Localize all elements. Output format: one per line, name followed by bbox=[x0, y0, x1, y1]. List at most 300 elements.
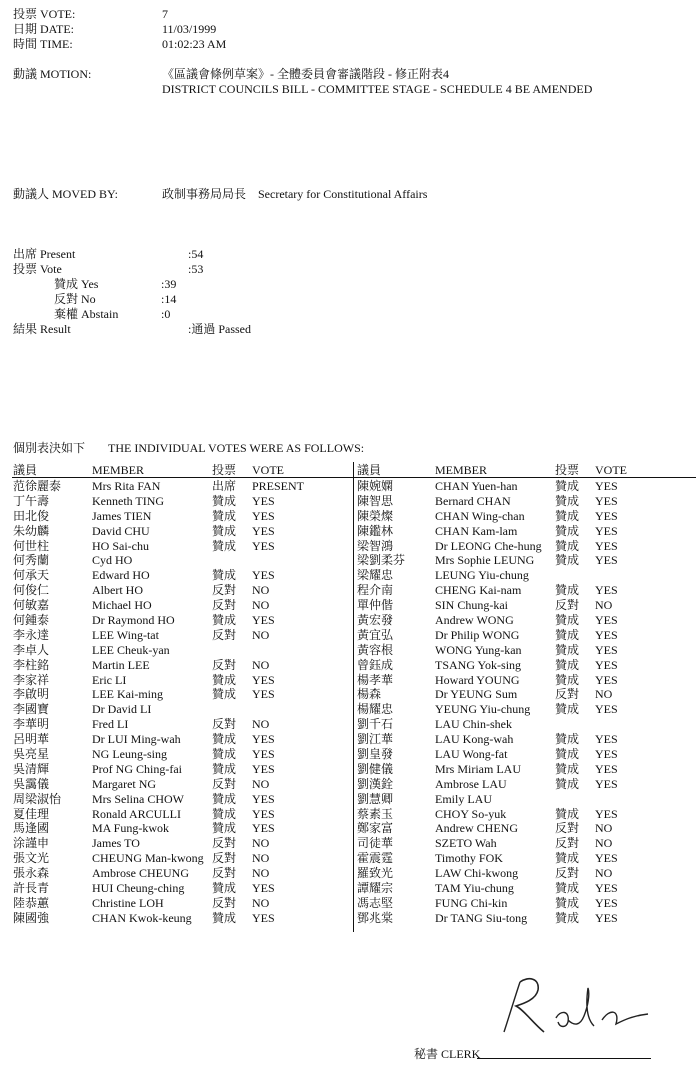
vote-row bbox=[13, 762, 343, 777]
vote-en: NO bbox=[252, 851, 270, 866]
vote-cn: 贊成 bbox=[212, 881, 237, 896]
vote-row bbox=[357, 539, 687, 554]
vote-number-value: 7 bbox=[162, 7, 168, 21]
vote-cn: 贊成 bbox=[555, 657, 580, 672]
vote-cn: 反對 bbox=[212, 657, 237, 672]
member-name-en: CHOY So-yuk bbox=[435, 806, 507, 821]
vote-row bbox=[13, 836, 343, 851]
vote-en: YES bbox=[595, 538, 618, 553]
vote-row bbox=[357, 643, 687, 658]
member-name-en: MA Fung-kwok bbox=[92, 821, 170, 836]
member-name-cn: 劉江華 bbox=[357, 732, 394, 747]
member-name-cn: 楊森 bbox=[357, 687, 382, 702]
member-name-en: WONG Yung-kan bbox=[435, 642, 522, 657]
vote-row bbox=[357, 524, 687, 539]
vote-row bbox=[357, 762, 687, 777]
member-name-en: LEUNG Yiu-chung bbox=[435, 568, 529, 583]
member-name-cn: 劉慧卿 bbox=[357, 791, 394, 806]
vote-en: PRESENT bbox=[252, 479, 305, 493]
vote-en: YES bbox=[252, 523, 275, 538]
vote-cn: 贊成 bbox=[555, 910, 580, 925]
member-name-en: LAU Kong-wah bbox=[435, 732, 514, 747]
vote-cn: 贊成 bbox=[212, 821, 237, 836]
abstain-value: :0 bbox=[161, 307, 171, 321]
vote-cn: 贊成 bbox=[555, 553, 580, 568]
vote-cn: 贊成 bbox=[212, 761, 237, 776]
member-name-cn: 吳亮星 bbox=[13, 747, 50, 762]
vote-en: YES bbox=[595, 702, 618, 717]
present-label: 出席 Present bbox=[13, 247, 76, 261]
vote-row bbox=[357, 807, 687, 822]
member-name-cn: 鄭家富 bbox=[357, 821, 394, 836]
member-name-cn: 何俊仁 bbox=[13, 583, 50, 598]
member-name-en: Mrs Miriam LAU bbox=[435, 761, 521, 776]
vote-en: YES bbox=[252, 687, 275, 702]
vote-cn: 贊成 bbox=[555, 747, 580, 762]
vote-en: YES bbox=[595, 613, 618, 628]
vote-row bbox=[13, 792, 343, 807]
motion-label: 動議 MOTION: bbox=[13, 67, 92, 81]
vote-cn: 反對 bbox=[555, 836, 580, 851]
vote-cn: 贊成 bbox=[555, 508, 580, 523]
member-name-cn: 李家祥 bbox=[13, 672, 50, 687]
vote-en: YES bbox=[595, 895, 618, 910]
moved-by-value: 政制事務局局長 Secretary for Constitutional Affairs bbox=[162, 187, 428, 201]
vote-en: NO bbox=[252, 866, 270, 881]
vote-count-value: :53 bbox=[188, 262, 204, 276]
column-divider bbox=[353, 462, 354, 932]
vote-en: YES bbox=[252, 806, 275, 821]
vote-row bbox=[357, 911, 687, 926]
member-name-cn: 馮志堅 bbox=[357, 895, 394, 910]
vote-en: YES bbox=[252, 747, 275, 762]
member-name-en: Ambrose CHEUNG bbox=[92, 866, 189, 881]
member-name-en: NG Leung-sing bbox=[92, 747, 167, 762]
vote-row bbox=[13, 539, 343, 554]
member-name-cn: 何承天 bbox=[13, 568, 50, 583]
member-name-cn: 陳智思 bbox=[357, 493, 394, 508]
member-name-en: SIN Chung-kai bbox=[435, 598, 508, 613]
member-name-cn: 何世柱 bbox=[13, 538, 50, 553]
vote-en: YES bbox=[595, 747, 618, 762]
vote-row bbox=[13, 613, 343, 628]
member-name-cn: 楊耀忠 bbox=[357, 702, 394, 717]
vote-cn: 贊成 bbox=[555, 881, 580, 896]
vote-row bbox=[13, 747, 343, 762]
member-name-en: Andrew CHENG bbox=[435, 821, 518, 836]
time-label: 時間 TIME: bbox=[13, 37, 73, 51]
vote-en: NO bbox=[252, 776, 270, 791]
member-name-cn: 司徒華 bbox=[357, 836, 394, 851]
vote-cn: 贊成 bbox=[212, 687, 237, 702]
member-name-cn: 李柱銘 bbox=[13, 657, 50, 672]
member-name-cn: 李國寶 bbox=[13, 702, 50, 717]
vote-row bbox=[357, 553, 687, 568]
vote-row bbox=[13, 658, 343, 673]
member-name-cn: 陳榮燦 bbox=[357, 508, 394, 523]
vote-en: NO bbox=[595, 821, 613, 836]
vote-row bbox=[13, 687, 343, 702]
member-name-en: YEUNG Yiu-chung bbox=[435, 702, 531, 717]
member-name-cn: 丁午壽 bbox=[13, 493, 50, 508]
vote-cn: 贊成 bbox=[555, 583, 580, 598]
vote-row bbox=[357, 732, 687, 747]
member-name-en: FUNG Chi-kin bbox=[435, 895, 508, 910]
vote-cn: 贊成 bbox=[212, 508, 237, 523]
member-name-cn: 黃宜弘 bbox=[357, 627, 394, 642]
member-name-cn: 范徐麗泰 bbox=[13, 479, 62, 493]
member-name-en: HO Sai-chu bbox=[92, 538, 149, 553]
date-label: 日期 DATE: bbox=[13, 22, 74, 36]
vote-en: YES bbox=[595, 553, 618, 568]
vote-row bbox=[13, 553, 343, 568]
member-name-cn: 陸恭蕙 bbox=[13, 895, 50, 910]
col-header-vote-cn-right: 投票 bbox=[555, 463, 580, 477]
member-name-en: Dr David LI bbox=[92, 702, 152, 717]
vote-row bbox=[13, 896, 343, 911]
member-name-cn: 李啟明 bbox=[13, 687, 50, 702]
member-name-en: Andrew WONG bbox=[435, 613, 514, 628]
abstain-label: 棄權 Abstain bbox=[54, 307, 119, 321]
member-name-en: CHAN Wing-chan bbox=[435, 508, 525, 523]
vote-cn: 贊成 bbox=[555, 672, 580, 687]
vote-cn: 反對 bbox=[212, 598, 237, 613]
clerk-label: 秘書 CLERK bbox=[414, 1047, 481, 1061]
member-name-en: CHENG Kai-nam bbox=[435, 583, 522, 598]
vote-cn: 贊成 bbox=[212, 910, 237, 925]
member-name-cn: 楊孝華 bbox=[357, 672, 394, 687]
vote-en: NO bbox=[595, 836, 613, 851]
member-name-cn: 劉漢銓 bbox=[357, 776, 394, 791]
member-name-cn: 吳清輝 bbox=[13, 761, 50, 776]
member-name-cn: 張文光 bbox=[13, 851, 50, 866]
vote-row bbox=[357, 687, 687, 702]
vote-cn: 反對 bbox=[555, 687, 580, 702]
vote-en: NO bbox=[252, 657, 270, 672]
vote-cn: 反對 bbox=[212, 851, 237, 866]
vote-row bbox=[357, 747, 687, 762]
vote-en: YES bbox=[595, 583, 618, 598]
vote-row bbox=[357, 702, 687, 717]
vote-cn: 出席 bbox=[212, 479, 237, 493]
vote-cn: 贊成 bbox=[212, 732, 237, 747]
vote-row bbox=[13, 628, 343, 643]
vote-cn: 贊成 bbox=[555, 895, 580, 910]
vote-row bbox=[357, 613, 687, 628]
vote-row bbox=[13, 583, 343, 598]
col-header-vote-cn-left: 投票 bbox=[212, 463, 237, 477]
member-name-cn: 何敏嘉 bbox=[13, 598, 50, 613]
vote-cn: 贊成 bbox=[555, 613, 580, 628]
member-name-cn: 鄧兆棠 bbox=[357, 910, 394, 925]
vote-row bbox=[357, 792, 687, 807]
vote-en: NO bbox=[252, 598, 270, 613]
col-header-member-cn-right: 議員 bbox=[357, 463, 382, 477]
col-header-member-cn-left: 議員 bbox=[13, 463, 38, 477]
vote-row bbox=[13, 807, 343, 822]
vote-en: YES bbox=[252, 613, 275, 628]
yes-value: :39 bbox=[161, 277, 177, 291]
vote-en: YES bbox=[252, 538, 275, 553]
result-value: :通過 Passed bbox=[188, 322, 252, 336]
vote-cn: 反對 bbox=[212, 583, 237, 598]
vote-row bbox=[357, 479, 687, 494]
member-name-cn: 李華明 bbox=[13, 717, 50, 732]
vote-en: YES bbox=[595, 508, 618, 523]
motion-title-cn: 《區議會條例草案》- 全體委員會審議階段 - 修正附表4 bbox=[162, 67, 449, 81]
member-name-en: Margaret NG bbox=[92, 776, 157, 791]
vote-row bbox=[357, 628, 687, 643]
vote-row bbox=[357, 777, 687, 792]
member-name-en: Dr YEUNG Sum bbox=[435, 687, 518, 702]
member-name-cn: 馬逢國 bbox=[13, 821, 50, 836]
vote-row bbox=[357, 881, 687, 896]
vote-en: YES bbox=[595, 851, 618, 866]
vote-row bbox=[13, 509, 343, 524]
no-label: 反對 No bbox=[54, 292, 96, 306]
vote-cn: 贊成 bbox=[555, 851, 580, 866]
vote-en: YES bbox=[252, 568, 275, 583]
vote-en: YES bbox=[595, 657, 618, 672]
vote-en: NO bbox=[252, 836, 270, 851]
left-vote-list bbox=[13, 479, 343, 926]
member-name-en: LEE Cheuk-yan bbox=[92, 642, 170, 657]
member-name-en: Emily LAU bbox=[435, 791, 492, 806]
vote-row bbox=[357, 509, 687, 524]
vote-cn: 反對 bbox=[212, 776, 237, 791]
vote-en: YES bbox=[595, 910, 618, 925]
member-name-en: Edward HO bbox=[92, 568, 150, 583]
vote-cn: 反對 bbox=[555, 866, 580, 881]
member-name-en: Eric LI bbox=[92, 672, 127, 687]
vote-en: YES bbox=[252, 672, 275, 687]
vote-en: YES bbox=[252, 508, 275, 523]
date-value: 11/03/1999 bbox=[162, 22, 217, 36]
vote-row bbox=[357, 821, 687, 836]
vote-en: YES bbox=[252, 791, 275, 806]
member-name-cn: 陳國強 bbox=[13, 910, 50, 925]
vote-row bbox=[357, 658, 687, 673]
vote-cn: 贊成 bbox=[212, 493, 237, 508]
vote-row bbox=[357, 717, 687, 732]
vote-en: YES bbox=[595, 761, 618, 776]
member-name-cn: 梁智鴻 bbox=[357, 538, 394, 553]
member-name-cn: 吳靄儀 bbox=[13, 776, 50, 791]
vote-row bbox=[357, 896, 687, 911]
member-name-cn: 單仲偕 bbox=[357, 598, 394, 613]
member-name-en: Fred LI bbox=[92, 717, 129, 732]
vote-row bbox=[13, 643, 343, 658]
vote-row bbox=[13, 732, 343, 747]
vote-row bbox=[357, 494, 687, 509]
vote-row bbox=[13, 524, 343, 539]
member-name-cn: 田北俊 bbox=[13, 508, 50, 523]
vote-en: YES bbox=[595, 806, 618, 821]
member-name-cn: 李永達 bbox=[13, 627, 50, 642]
clerk-signature bbox=[498, 970, 678, 1040]
vote-row bbox=[357, 598, 687, 613]
member-name-cn: 劉健儀 bbox=[357, 761, 394, 776]
member-name-cn: 周梁淑怡 bbox=[13, 791, 62, 806]
member-name-cn: 梁劉柔芬 bbox=[357, 553, 406, 568]
vote-cn: 反對 bbox=[212, 866, 237, 881]
vote-en: NO bbox=[252, 627, 270, 642]
member-name-en: James TIEN bbox=[92, 508, 152, 523]
vote-number-label: 投票 VOTE: bbox=[13, 7, 76, 21]
member-name-en: Howard YOUNG bbox=[435, 672, 520, 687]
member-name-en: Dr Raymond HO bbox=[92, 613, 175, 628]
member-name-en: Cyd HO bbox=[92, 553, 133, 568]
vote-row bbox=[13, 881, 343, 896]
member-name-cn: 劉千石 bbox=[357, 717, 394, 732]
vote-row bbox=[13, 479, 343, 494]
member-name-en: Timothy FOK bbox=[435, 851, 503, 866]
member-name-en: Dr Philip WONG bbox=[435, 627, 520, 642]
member-name-en: Dr TANG Siu-tong bbox=[435, 910, 528, 925]
member-name-en: CHAN Kwok-keung bbox=[92, 910, 192, 925]
member-name-cn: 呂明華 bbox=[13, 732, 50, 747]
member-name-cn: 許長青 bbox=[13, 881, 50, 896]
member-name-cn: 曾鈺成 bbox=[357, 657, 394, 672]
member-name-cn: 陳鑑林 bbox=[357, 523, 394, 538]
vote-cn: 反對 bbox=[212, 836, 237, 851]
member-name-en: CHAN Yuen-han bbox=[435, 479, 518, 493]
vote-cn: 反對 bbox=[212, 627, 237, 642]
member-name-en: SZETO Wah bbox=[435, 836, 497, 851]
vote-en: YES bbox=[595, 672, 618, 687]
vote-cn: 反對 bbox=[212, 717, 237, 732]
vote-row bbox=[13, 851, 343, 866]
member-name-en: James TO bbox=[92, 836, 140, 851]
vote-row bbox=[357, 836, 687, 851]
member-name-cn: 霍震霆 bbox=[357, 851, 394, 866]
member-name-en: David CHU bbox=[92, 523, 150, 538]
vote-en: YES bbox=[595, 493, 618, 508]
vote-row bbox=[357, 866, 687, 881]
right-vote-list bbox=[357, 479, 687, 926]
vote-cn: 贊成 bbox=[555, 776, 580, 791]
member-name-cn: 涂謹申 bbox=[13, 836, 50, 851]
member-name-en: Dr LUI Ming-wah bbox=[92, 732, 181, 747]
member-name-cn: 劉皇發 bbox=[357, 747, 394, 762]
individual-votes-heading-cn: 個別表決如下 bbox=[13, 441, 86, 455]
vote-cn: 贊成 bbox=[212, 747, 237, 762]
vote-en: YES bbox=[595, 642, 618, 657]
individual-votes-heading-en: THE INDIVIDUAL VOTES WERE AS FOLLOWS: bbox=[108, 441, 365, 455]
vote-cn: 贊成 bbox=[212, 523, 237, 538]
member-name-cn: 何秀蘭 bbox=[13, 553, 50, 568]
vote-cn: 贊成 bbox=[212, 613, 237, 628]
vote-en: NO bbox=[252, 583, 270, 598]
member-name-en: Michael HO bbox=[92, 598, 152, 613]
member-name-en: LAU Wong-fat bbox=[435, 747, 508, 762]
vote-row bbox=[13, 598, 343, 613]
vote-en: YES bbox=[595, 732, 618, 747]
vote-cn: 贊成 bbox=[212, 538, 237, 553]
member-name-cn: 梁耀忠 bbox=[357, 568, 394, 583]
vote-cn: 贊成 bbox=[555, 642, 580, 657]
member-name-en: TSANG Yok-sing bbox=[435, 657, 522, 672]
vote-cn: 贊成 bbox=[212, 672, 237, 687]
member-name-en: Albert HO bbox=[92, 583, 143, 598]
vote-cn: 反對 bbox=[555, 821, 580, 836]
member-name-en: HUI Cheung-ching bbox=[92, 881, 185, 896]
vote-en: YES bbox=[252, 881, 275, 896]
clerk-signature-line bbox=[477, 1058, 651, 1059]
vote-cn: 贊成 bbox=[555, 627, 580, 642]
col-header-vote-en-right: VOTE bbox=[595, 463, 627, 477]
vote-row bbox=[13, 911, 343, 926]
member-name-en: Dr LEONG Che-hung bbox=[435, 538, 542, 553]
member-name-en: LEE Kai-ming bbox=[92, 687, 163, 702]
vote-row bbox=[357, 583, 687, 598]
member-name-cn: 李卓人 bbox=[13, 642, 50, 657]
vote-en: YES bbox=[252, 493, 275, 508]
member-name-en: LEE Wing-tat bbox=[92, 627, 159, 642]
vote-cn: 贊成 bbox=[212, 806, 237, 821]
vote-en: NO bbox=[595, 687, 613, 702]
vote-en: YES bbox=[252, 821, 275, 836]
vote-en: NO bbox=[252, 717, 270, 732]
vote-row bbox=[357, 851, 687, 866]
vote-row bbox=[357, 568, 687, 583]
member-name-cn: 譚耀宗 bbox=[357, 881, 394, 896]
vote-en: NO bbox=[595, 866, 613, 881]
vote-row bbox=[13, 866, 343, 881]
member-name-cn: 何鍾泰 bbox=[13, 613, 50, 628]
member-name-en: Mrs Selina CHOW bbox=[92, 791, 184, 806]
vote-cn: 贊成 bbox=[555, 732, 580, 747]
motion-title-en: DISTRICT COUNCILS BILL - COMMITTEE STAGE - SCHEDULE 4 BE AMENDED bbox=[162, 82, 593, 96]
member-name-cn: 陳婉嫻 bbox=[357, 479, 394, 493]
vote-row bbox=[13, 673, 343, 688]
result-label: 結果 Result bbox=[13, 322, 71, 336]
vote-cn: 贊成 bbox=[555, 493, 580, 508]
member-name-en: Martin LEE bbox=[92, 657, 150, 672]
col-header-member-en-left: MEMBER bbox=[92, 463, 145, 477]
vote-cn: 贊成 bbox=[212, 791, 237, 806]
member-name-cn: 黃容根 bbox=[357, 642, 394, 657]
member-name-en: Mrs Sophie LEUNG bbox=[435, 553, 535, 568]
member-name-cn: 夏佳理 bbox=[13, 806, 50, 821]
vote-cn: 反對 bbox=[555, 598, 580, 613]
vote-en: YES bbox=[595, 881, 618, 896]
vote-cn: 贊成 bbox=[555, 806, 580, 821]
vote-en: YES bbox=[595, 479, 618, 493]
member-name-en: Prof NG Ching-fai bbox=[92, 761, 182, 776]
member-name-en: Ronald ARCULLI bbox=[92, 806, 181, 821]
moved-by-label: 動議人 MOVED BY: bbox=[13, 187, 118, 201]
member-name-cn: 張永森 bbox=[13, 866, 50, 881]
vote-en: YES bbox=[252, 732, 275, 747]
vote-row bbox=[13, 702, 343, 717]
member-name-cn: 朱幼麟 bbox=[13, 523, 50, 538]
vote-en: YES bbox=[252, 761, 275, 776]
member-name-cn: 羅致光 bbox=[357, 866, 394, 881]
vote-row bbox=[13, 494, 343, 509]
vote-cn: 贊成 bbox=[555, 479, 580, 493]
vote-en: YES bbox=[595, 627, 618, 642]
member-name-en: Mrs Rita FAN bbox=[92, 479, 161, 493]
time-value: 01:02:23 AM bbox=[162, 37, 227, 51]
vote-cn: 贊成 bbox=[212, 568, 237, 583]
vote-row bbox=[357, 673, 687, 688]
vote-row bbox=[13, 568, 343, 583]
member-name-en: CHEUNG Man-kwong bbox=[92, 851, 204, 866]
member-name-en: LAW Chi-kwong bbox=[435, 866, 519, 881]
vote-cn: 贊成 bbox=[555, 538, 580, 553]
present-value: :54 bbox=[188, 247, 204, 261]
